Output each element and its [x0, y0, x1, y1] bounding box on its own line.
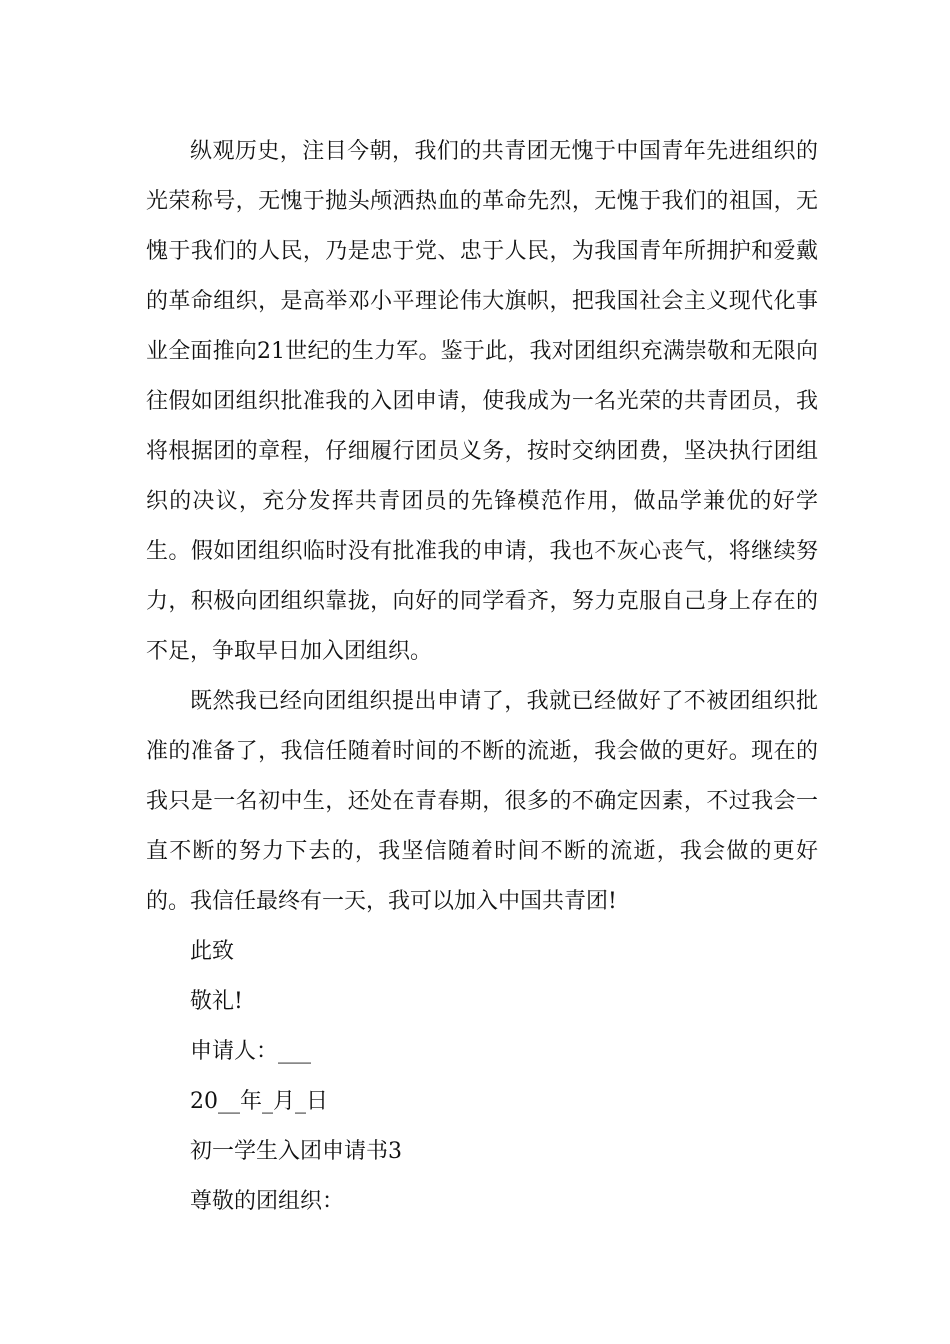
closing-salutation: 此致 [190, 939, 235, 964]
section-greeting: 尊敬的团组织： [190, 1189, 345, 1214]
applicant-signature-line: 申请人：___ [190, 1039, 312, 1064]
section-title: 初一学生入团申请书3 [190, 1139, 402, 1164]
closing-regards: 敬礼! [190, 989, 243, 1014]
document-body [146, 127, 818, 1227]
body-paragraph-1: 纵观历史，注目今朝，我们的共青团无愧于中国青年先进组织的光荣称号，无愧于抛头颅洒热血的革命先烈，无愧于我们的祖国，无愧于我们的人民，乃是忠于党、忠于人民，为我国青年所拥护和爱戴的革命组织，是高举邓小平理论伟大旗帜，把我国社会主义现代化事业全面推向21世纪的生力军。鉴于此，我对团组织充满崇敬和无限向往假如团组织批准我的入团申请，使我成为一名光荣的共青团员，我将根据团的章程，仔细履行团员义务，按时交纳团费，坚决执行团组织的决议，充分发挥共青团员的先锋模范作用，做品学兼优的好学生。假如团组织临时没有批准我的申请，我也不灰心丧气，将继续努力，积极向团组织靠拢，向好的同学看齐，努力克服自己身上存在的不足，争取早日加入团组织。 [146, 139, 818, 664]
body-paragraph-2: 既然我已经向团组织提出申请了，我就已经做好了不被团组织批准的准备了，我信任随着时间的不断的流逝，我会做的更好。现在的我只是一名初中生，还处在青春期，很多的不确定因素，不过我会一直不断的努力下去的，我坚信随着时间不断的流逝，我会做的更好的。我信任最终有一天，我可以加入中国共青团! [146, 689, 818, 914]
date-line: 20__年_月_日 [190, 1089, 328, 1114]
